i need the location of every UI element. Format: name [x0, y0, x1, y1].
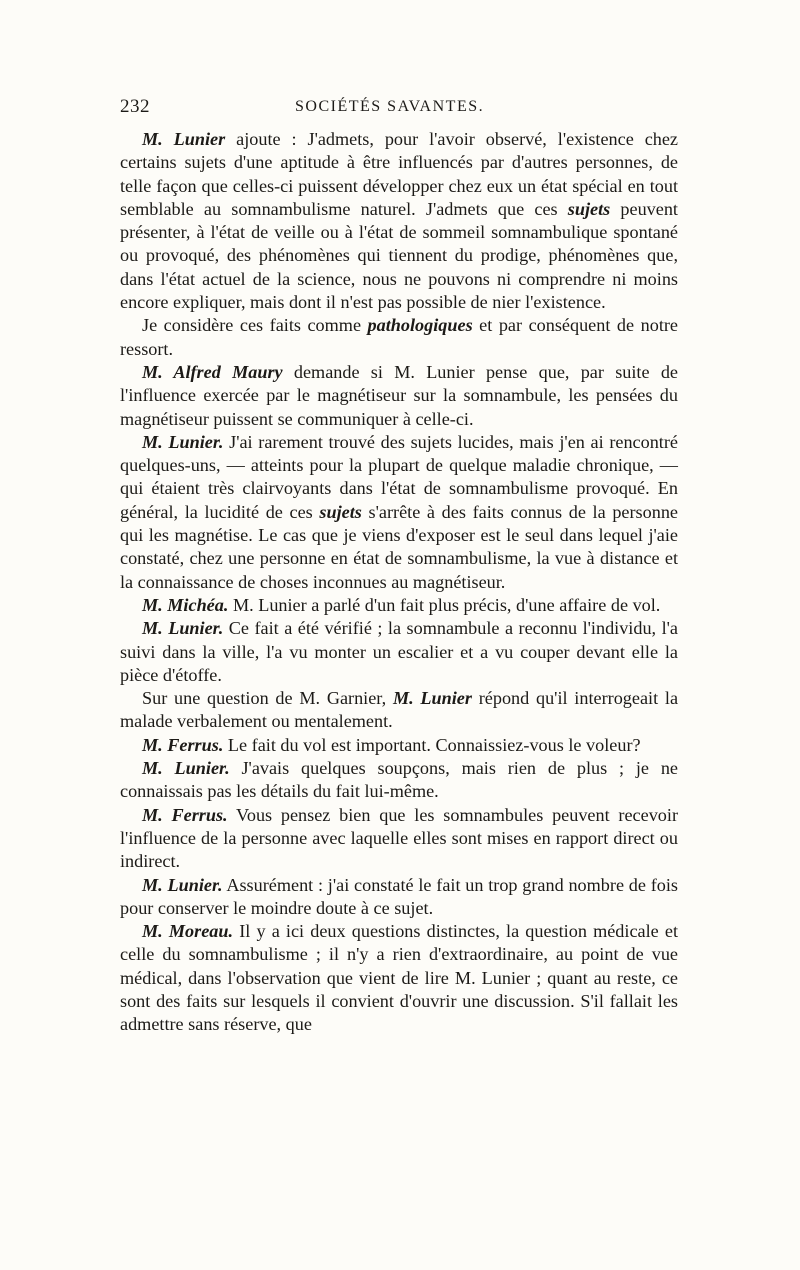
- speaker-name: M. Moreau.: [142, 921, 234, 942]
- paragraph: [120, 431, 678, 594]
- paragraph-text: Il y a ici deux questions distinctes, la question médicale et celle du somnambulisme ; il n'y a rien d'extraordinaire, au point de vue médical, dans l'observation que vient de lire M. Lunier ; quant au reste, ce sont des faits sur lesquels il convient d'ouvrir une discussion. S'il fallait les admettre sans réserve, que: [120, 921, 678, 1035]
- body-text: [120, 128, 678, 1037]
- paragraph-text: Assurément : j'ai constaté le fait un trop grand nombre de fois pour conserver le moindre doute à ce sujet.: [120, 874, 678, 918]
- paragraph-text: et par conséquent de notre ressort.: [120, 315, 678, 359]
- paragraph-text: Vous pensez bien que les somnambules peuvent recevoir l'influence de la personne avec laquelle elles sont mises en rapport direct ou indirect.: [120, 804, 678, 872]
- paragraph: [120, 920, 678, 1036]
- running-head: SOCIÉTÉS SAVANTES.: [295, 98, 485, 115]
- emphasis: M. Lunier: [392, 688, 472, 709]
- paragraph-text: répond qu'il interrogeait la malade verbalement ou mentalement.: [120, 688, 679, 732]
- paragraph-text: Je considère ces faits comme: [142, 315, 368, 336]
- speaker-name: M. Lunier.: [142, 431, 224, 452]
- paragraph-text: J'avais quelques soupçons, mais rien de plus ; je ne connaissais pas les détails du fait lui-même.: [120, 758, 678, 802]
- emphasis: sujets: [567, 198, 611, 219]
- speaker-name: M. Ferrus.: [142, 734, 224, 755]
- paragraph: [120, 874, 678, 921]
- paragraph-text: peuvent présenter, à l'état de veille ou à l'état de sommeil somnambulique spontané ou provoqué, des phénomènes qui tiennent du prodige, phénomènes que, dans l'état actuel de la science, nous ne pouvons ni comprendre ni moins encore expliquer, mais dont il n'est pas possible de nier l'existence.: [120, 198, 678, 313]
- paragraph: [120, 128, 678, 314]
- paragraph-text: Sur une question de M. Garnier,: [142, 688, 393, 709]
- paragraph: [120, 804, 678, 874]
- emphasis: pathologiques: [367, 315, 473, 336]
- paragraph-text: Le fait du vol est important. Connaissiez-vous le voleur?: [223, 734, 641, 755]
- book-page: [120, 96, 678, 1037]
- speaker-name: M. Lunier.: [142, 618, 224, 639]
- paragraph-text: ajoute : J'admets, pour l'avoir observé, l'existence chez certains sujets d'une aptitude à être influencés par d'autres personnes, de telle façon que celles-ci puissent développer chez eux un état spécial en tout semblable au somnambulisme naturel. J'admets que ces: [120, 129, 679, 219]
- paragraph: [120, 687, 678, 734]
- speaker-name: M. Lunier.: [142, 758, 230, 779]
- speaker-name: M. Lunier: [142, 129, 226, 149]
- paragraph-text: M. Lunier a parlé d'un fait plus précis, d'une affaire de vol.: [228, 594, 661, 615]
- emphasis: sujets: [319, 501, 362, 522]
- paragraph-text: demande si M. Lunier pense que, par suite de l'influence exercée par le magnétiseur sur la somnambule, les pensées du magnétiseur puissent se communiquer à celle-ci.: [120, 361, 678, 429]
- speaker-name: M. Lunier.: [142, 874, 223, 895]
- paragraph: [120, 757, 678, 804]
- paragraph-text: s'arrête à des faits connus de la personne qui les magnétise. Le cas que je viens d'exposer est le seul dans lequel j'aie constaté, chez une personne en état de somnambulisme, la vue à distance et la connaissance de choses inconnues au magnétiseur.: [120, 501, 678, 592]
- speaker-name: M. Ferrus.: [142, 804, 228, 825]
- paragraph: [120, 617, 678, 687]
- paragraph-text: J'ai rarement trouvé des sujets lucides, mais j'en ai rencontré quelques-uns, — atteints pour la plupart de quelque maladie chronique, — qui étaient très clairvoyants dans l'état de somnambulisme provoqué. En général, la lucidité de ces: [120, 431, 678, 522]
- speaker-name: M. Alfred Maury: [142, 361, 283, 382]
- paragraph: [120, 361, 678, 431]
- paragraph: [120, 314, 678, 361]
- paragraph: [120, 734, 678, 757]
- page-number: 232: [120, 96, 150, 117]
- speaker-name: M. Michéa.: [142, 594, 229, 615]
- paragraph-text: Ce fait a été vérifié ; la somnambule a reconnu l'individu, l'a suivi dans la ville, l'a vu monter un escalier et a vu couper devant elle la pièce d'étoffe.: [120, 618, 678, 685]
- page-header: [120, 96, 678, 128]
- paragraph: [120, 594, 678, 617]
